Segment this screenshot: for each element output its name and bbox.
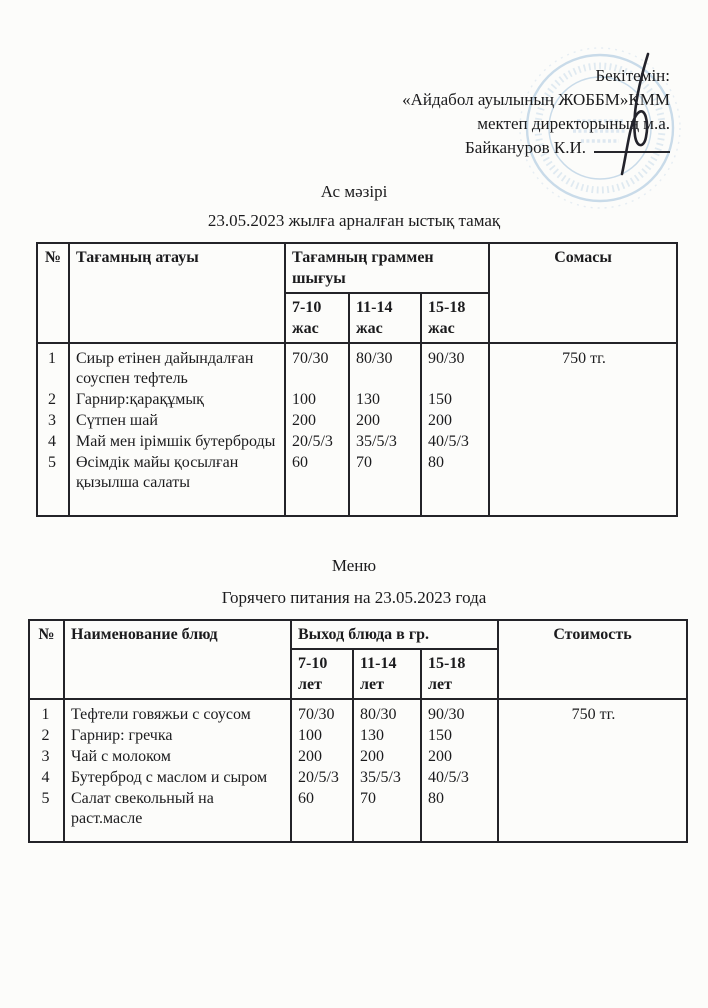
menu-table-ru xyxy=(28,619,688,843)
cell-v3: 200 xyxy=(421,410,489,431)
approval-line-2: «Айдабол ауылының ЖОББМ»КММ xyxy=(402,90,670,109)
cell-v2: 130 xyxy=(353,725,421,746)
cell-dish: Тефтели говяжьи с соусом xyxy=(64,699,291,725)
signature-stroke-icon xyxy=(604,50,674,180)
cell-dish: Май мен ірімшік бутерброды xyxy=(69,431,285,452)
col-header-age-7-10: 7-10 жас xyxy=(285,293,349,343)
cell-v2: 70 xyxy=(353,788,421,842)
cell-v3: 150 xyxy=(421,389,489,410)
cell-v2: 200 xyxy=(353,746,421,767)
total-cell: 750 тг. xyxy=(489,343,677,516)
col-header-num: № xyxy=(29,620,64,699)
col-header-sum: Сомасы xyxy=(489,243,677,343)
col-header-age-15-18: 15-18 жас xyxy=(421,293,489,343)
cell-v1: 70/30 xyxy=(291,699,353,725)
cell-dish: Бутерброд с маслом и сыром xyxy=(64,767,291,788)
cell-v2: 80/30 xyxy=(353,699,421,725)
cell-v2: 35/5/3 xyxy=(349,431,421,452)
table-ru-header xyxy=(29,620,687,699)
cell-v3: 80 xyxy=(421,788,498,842)
cell-v1: 70/30 xyxy=(285,343,349,389)
cell-dish: Сүтпен шай xyxy=(69,410,285,431)
table-row xyxy=(29,699,687,725)
cell-v1: 20/5/3 xyxy=(291,767,353,788)
signature xyxy=(594,136,670,153)
menu-title-ru: Меню xyxy=(331,556,377,575)
total-cell: 750 тг. xyxy=(498,699,687,842)
approval-line-3: мектеп директорының м.а. xyxy=(477,114,670,133)
table-kz-header xyxy=(37,243,677,343)
approval-line-1: Бекітемін: xyxy=(595,66,670,85)
cell-num: 5 xyxy=(37,452,69,516)
cell-v3: 40/5/3 xyxy=(421,431,489,452)
cell-dish: Сиыр етінен дайындалған соуспен тефтель xyxy=(69,343,285,389)
cell-dish: Гарнир:қарақұмық xyxy=(69,389,285,410)
col-header-num: № xyxy=(37,243,69,343)
menu-table-kz xyxy=(36,242,678,517)
cell-num: 1 xyxy=(37,343,69,389)
cell-v2: 130 xyxy=(349,389,421,410)
cell-v2: 80/30 xyxy=(349,343,421,389)
menu-subtitle-ru: Горячего питания на 23.05.2023 года xyxy=(221,588,487,607)
cell-v1: 20/5/3 xyxy=(285,431,349,452)
cell-num: 3 xyxy=(29,746,64,767)
col-header-age-11-14: 11-14 жас xyxy=(349,293,421,343)
cell-num: 2 xyxy=(29,725,64,746)
cell-v1: 200 xyxy=(291,746,353,767)
menu-title-kz: Ас мәзірі xyxy=(320,182,388,201)
cell-num: 4 xyxy=(29,767,64,788)
col-header-cost: Стоимость xyxy=(498,620,687,699)
cell-v3: 90/30 xyxy=(421,699,498,725)
col-header-age-7-10: 7-10 лет xyxy=(291,649,353,699)
cell-v3: 80 xyxy=(421,452,489,516)
col-header-grams-group: Тағамның граммен шығуы xyxy=(285,243,489,293)
cell-num: 5 xyxy=(29,788,64,842)
cell-num: 1 xyxy=(29,699,64,725)
menu-subtitle-kz: 23.05.2023 жылға арналған ыстық тамақ xyxy=(207,211,501,230)
cell-v3: 40/5/3 xyxy=(421,767,498,788)
cell-dish: Чай с молоком xyxy=(64,746,291,767)
cell-v1: 100 xyxy=(285,389,349,410)
col-header-dish-name: Тағамның атауы xyxy=(69,243,285,343)
col-header-dish-name: Наименование блюд xyxy=(64,620,291,699)
cell-v1: 60 xyxy=(285,452,349,516)
cell-v2: 200 xyxy=(349,410,421,431)
cell-dish: Салат свекольный на раст.масле xyxy=(64,788,291,842)
cell-v1: 200 xyxy=(285,410,349,431)
cell-dish: Өсімдік майы қосылған қызылша салаты xyxy=(69,452,285,516)
approval-block xyxy=(402,64,670,160)
cell-v1: 100 xyxy=(291,725,353,746)
director-name: Байкануров К.И. xyxy=(465,138,586,157)
cell-v2: 35/5/3 xyxy=(353,767,421,788)
cell-num: 4 xyxy=(37,431,69,452)
cell-v3: 150 xyxy=(421,725,498,746)
cell-dish: Гарнир: гречка xyxy=(64,725,291,746)
cell-v1: 60 xyxy=(291,788,353,842)
col-header-age-15-18: 15-18 лет xyxy=(421,649,498,699)
cell-v3: 200 xyxy=(421,746,498,767)
cell-num: 3 xyxy=(37,410,69,431)
cell-v2: 70 xyxy=(349,452,421,516)
cell-v3: 90/30 xyxy=(421,343,489,389)
cell-num: 2 xyxy=(37,389,69,410)
col-header-output-group: Выход блюда в гр. xyxy=(291,620,498,649)
approval-signature-row xyxy=(402,136,670,160)
col-header-age-11-14: 11-14 лет xyxy=(353,649,421,699)
table-row xyxy=(37,343,677,389)
